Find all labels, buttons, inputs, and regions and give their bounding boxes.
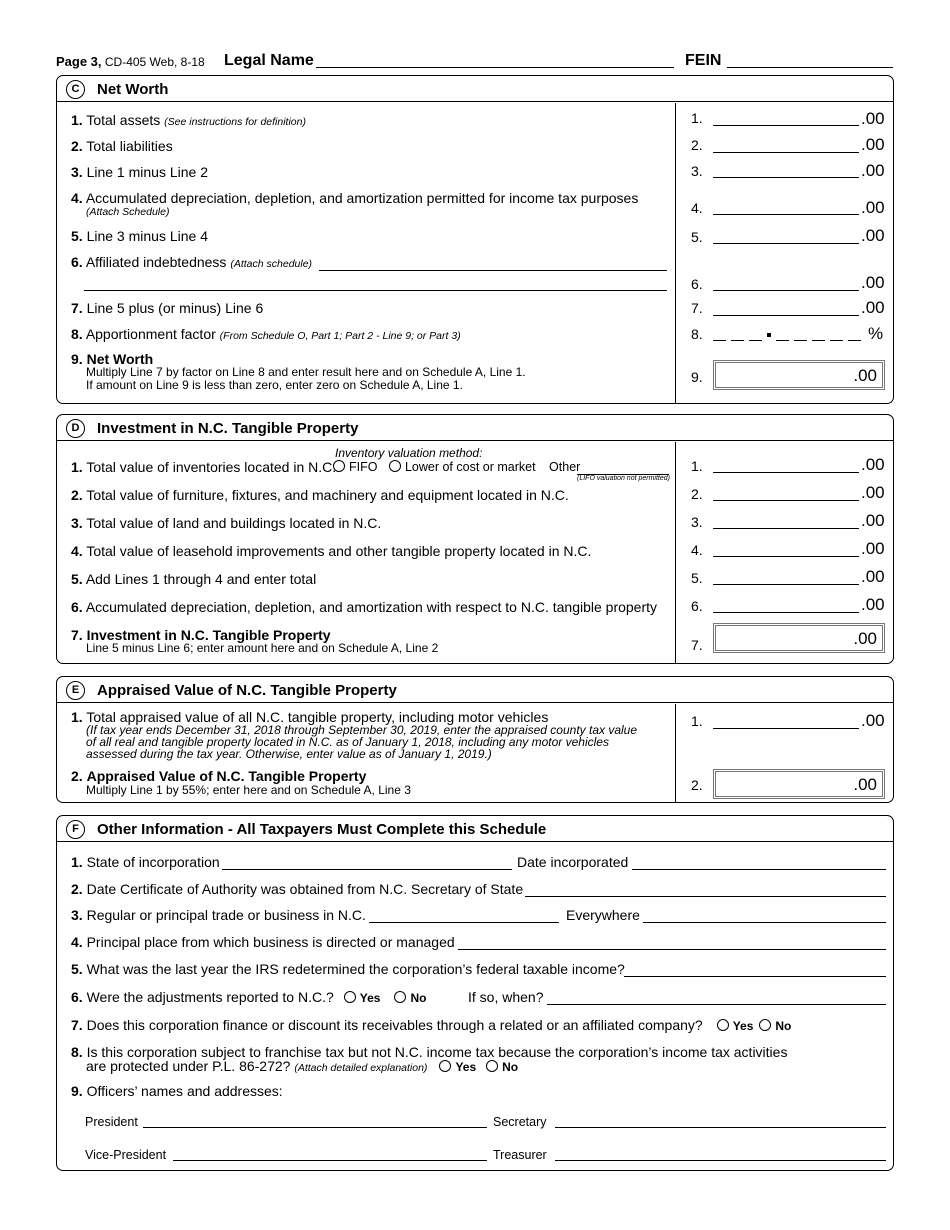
d-amount-num-7: 7. <box>691 637 703 653</box>
d-cents-5: .00 <box>861 567 885 586</box>
adjustments-when-field[interactable] <box>547 1004 886 1005</box>
d-amount-field-4[interactable] <box>713 556 859 557</box>
yes-label: Yes <box>732 1019 754 1033</box>
affiliated-indebtedness-field-2[interactable] <box>84 290 667 291</box>
section-d-title: Investment in N.C. Tangible Property <box>97 420 359 437</box>
d-cents-3: .00 <box>861 511 885 530</box>
c-cents-9: .00 <box>853 366 877 385</box>
e-line-2-label: 2. Appraised Value of N.C. Tangible Property <box>71 768 367 784</box>
c-amount-field-2[interactable] <box>713 152 859 153</box>
adjustments-yes-radio[interactable] <box>344 991 356 1003</box>
c-line-3-label: 3. Line 1 minus Line 2 <box>71 164 208 180</box>
lifo-note: (LIFO valuation not permitted) <box>577 475 670 482</box>
section-e-title-bar <box>57 677 893 703</box>
c-amount-field-4[interactable] <box>713 214 859 215</box>
c-cents-7: .00 <box>861 298 885 317</box>
net-worth-total-box[interactable] <box>713 360 885 390</box>
section-f-title-bar <box>57 816 893 842</box>
president-label: President <box>85 1115 138 1129</box>
c-cents-6: .00 <box>861 273 885 292</box>
date-incorporated-label: Date incorporated <box>517 854 629 870</box>
f-line-2-label: 2. Date Certificate of Authority was obtained from N.C. Secretary of State <box>71 881 524 897</box>
c-line-8-label: 8. Apportionment factor (From Schedule O, Part 1; Part 2 - Line 9; or Part 3) <box>71 326 461 342</box>
d-amount-num-3: 3. <box>691 514 703 530</box>
vice-president-label: Vice-President <box>85 1148 167 1162</box>
page-info <box>56 54 205 69</box>
treasurer-label: Treasurer <box>493 1148 547 1162</box>
section-e-appraised-value <box>56 676 894 803</box>
c-cents-2: .00 <box>861 135 885 154</box>
d-cents-2: .00 <box>861 483 885 502</box>
d-amount-field-3[interactable] <box>713 528 859 529</box>
c-amount-field-7[interactable] <box>713 315 859 316</box>
business-everywhere-field[interactable] <box>643 922 886 923</box>
no-label: No <box>502 1060 519 1074</box>
section-d-investment <box>56 414 894 664</box>
certificate-date-field[interactable] <box>525 896 886 897</box>
pl86-yes-radio[interactable] <box>439 1060 451 1072</box>
c-line-4-note: (Attach Schedule) <box>86 206 170 218</box>
investment-total-box[interactable] <box>713 623 885 653</box>
yes-label: Yes <box>359 991 381 1005</box>
irs-year-field[interactable] <box>624 976 886 977</box>
appraised-value-total-box[interactable] <box>713 769 885 799</box>
legal-name-field[interactable] <box>316 67 674 68</box>
section-c-title-bar <box>57 76 893 102</box>
d-line-7-label: 7. Investment in N.C. Tangible Property <box>71 627 331 643</box>
c-line-2-label: 2. Total liabilities <box>71 138 173 154</box>
e-line-1-note-2: of all real and tangible property located in N.C. as of January 1, 2018, including any motor vehicles <box>86 735 609 749</box>
d-cents-4: .00 <box>861 539 885 558</box>
president-field[interactable] <box>143 1127 487 1128</box>
c-amount-num-2: 2. <box>691 137 703 153</box>
section-f-title: Other Information - All Taxpayers Must Complete this Schedule <box>97 821 547 838</box>
state-of-incorporation-field[interactable] <box>222 869 512 870</box>
c-line-9-label: 9. Net Worth <box>71 351 154 367</box>
column-divider <box>675 704 676 802</box>
c-line-4-label: 4. Accumulated depreciation, depletion, and amortization permitted for income tax purposes <box>71 190 639 206</box>
section-f-letter: F <box>66 820 85 839</box>
page-number: Page 3, <box>56 54 102 69</box>
lower-cost-label: Lower of cost or market <box>404 460 536 474</box>
f-line-8-continued: are protected under P.L. 86-272? (Attach detailed explanation) Yes No <box>86 1058 519 1074</box>
f-line-9-label: 9. Officers’ names and addresses: <box>71 1083 283 1099</box>
c-amount-num-9: 9. <box>691 369 703 385</box>
section-c-net-worth <box>56 75 894 404</box>
d-cents-1: .00 <box>861 455 885 474</box>
adjustments-no-radio[interactable] <box>394 991 406 1003</box>
section-e-title: Appraised Value of N.C. Tangible Property <box>97 682 397 699</box>
fein-label: FEIN <box>685 52 722 69</box>
section-e-letter: E <box>66 681 85 700</box>
c-amount-num-6: 6. <box>691 276 703 292</box>
d-amount-num-1: 1. <box>691 458 703 474</box>
d-amount-field-6[interactable] <box>713 612 859 613</box>
f-line-6-label: 6. Were the adjustments reported to N.C.? Yes No <box>71 989 427 1005</box>
d-amount-num-6: 6. <box>691 598 703 614</box>
c-amount-num-1: 1. <box>691 110 703 126</box>
form-id: CD-405 Web, 8-18 <box>104 55 205 69</box>
e-cents-1: .00 <box>861 711 885 730</box>
fein-field[interactable] <box>727 67 893 68</box>
d-amount-num-4: 4. <box>691 542 703 558</box>
vice-president-field[interactable] <box>173 1160 487 1161</box>
d-amount-num-5: 5. <box>691 570 703 586</box>
yes-label: Yes <box>455 1060 477 1074</box>
e-line-1-note-3: assessed during the tax year. Otherwise, enter value as of January 1, 2019.) <box>86 747 492 761</box>
f-line-1-label: 1. State of incorporation <box>71 854 220 870</box>
c-cents-4: .00 <box>861 198 885 217</box>
business-nc-field[interactable] <box>369 922 559 923</box>
date-incorporated-field[interactable] <box>632 869 886 870</box>
c-amount-num-4: 4. <box>691 200 703 216</box>
column-divider <box>675 103 676 403</box>
c-amount-field-5[interactable] <box>713 243 859 244</box>
d-line-2-label: 2. Total value of furniture, fixtures, and machinery and equipment located in N.C. <box>71 487 569 503</box>
c-amount-num-5: 5. <box>691 229 703 245</box>
c-line-9-instr-2: If amount on Line 9 is less than zero, enter zero on Schedule A, Line 1. <box>86 378 463 392</box>
inventory-method-heading: Inventory valuation method: <box>335 446 483 460</box>
receivables-no-radio[interactable] <box>759 1019 771 1031</box>
d-amount-field-2[interactable] <box>713 500 859 501</box>
f-line-5-label: 5. What was the last year the IRS redetermined the corporation’s federal taxable income? <box>71 961 625 977</box>
c-amount-num-3: 3. <box>691 163 703 179</box>
e-line-1-label: 1. Total appraised value of all N.C. tangible property, including motor vehicles <box>71 709 549 725</box>
percent-sign: % <box>868 324 884 343</box>
column-divider <box>675 442 676 663</box>
receivables-yes-radio[interactable] <box>717 1019 729 1031</box>
lower-cost-radio[interactable] <box>389 460 401 472</box>
e-amount-num-1: 1. <box>691 713 703 729</box>
d-line-5-label: 5. Add Lines 1 through 4 and enter total <box>71 571 317 587</box>
e-amount-num-2: 2. <box>691 777 703 793</box>
f-line-7-label: 7. Does this corporation finance or discount its receivables through a related or an affiliated company? Yes No <box>71 1017 792 1033</box>
section-d-title-bar <box>57 415 893 441</box>
secretary-field[interactable] <box>555 1127 886 1128</box>
pl86-no-radio[interactable] <box>486 1060 498 1072</box>
c-line-7-label: 7. Line 5 plus (or minus) Line 6 <box>71 300 264 316</box>
d-line-4-label: 4. Total value of leasehold improvements and other tangible property located in N.C. <box>71 543 592 559</box>
everywhere-label: Everywhere <box>566 907 640 923</box>
d-line-3-label: 3. Total value of land and buildings located in N.C. <box>71 515 382 531</box>
c-line-5-label: 5. Line 3 minus Line 4 <box>71 228 208 244</box>
c-line-1-label: 1. Total assets (See instructions for definition) <box>71 112 306 128</box>
principal-place-field[interactable] <box>458 949 886 950</box>
e-cents-2: .00 <box>853 775 877 794</box>
no-label: No <box>775 1019 792 1033</box>
legal-name-label: Legal Name <box>224 52 314 69</box>
page-header <box>56 52 893 74</box>
section-c-title: Net Worth <box>97 81 169 98</box>
f-line-8-label: 8. Is this corporation subject to franchise tax but not N.C. income tax because the corporation’s income tax activities <box>71 1044 788 1060</box>
treasurer-field[interactable] <box>555 1160 886 1161</box>
c-cents-5: .00 <box>861 226 885 245</box>
d-amount-field-1[interactable] <box>713 472 859 473</box>
c-amount-num-7: 7. <box>691 300 703 316</box>
e-line-2-instr: Multiply Line 1 by 55%; enter here and on Schedule A, Line 3 <box>86 783 411 797</box>
c-amount-field-3[interactable] <box>713 177 859 178</box>
d-amount-num-2: 2. <box>691 486 703 502</box>
no-label: No <box>410 991 427 1005</box>
e-amount-field-1[interactable] <box>713 728 859 729</box>
other-label: Other <box>549 460 581 474</box>
affiliated-indebtedness-field[interactable] <box>319 270 667 271</box>
c-amount-num-8: 8. <box>691 326 703 342</box>
c-cents-3: .00 <box>861 161 885 180</box>
section-c-letter: C <box>66 80 85 99</box>
d-amount-field-5[interactable] <box>713 584 859 585</box>
c-line-9-instr-1: Multiply Line 7 by factor on Line 8 and enter result here and on Schedule A, Line 1. <box>86 365 526 379</box>
d-cents-6: .00 <box>861 595 885 614</box>
d-line-7-instr: Line 5 minus Line 6; enter amount here and on Schedule A, Line 2 <box>86 641 439 655</box>
f-line-3-label: 3. Regular or principal trade or business in N.C. <box>71 907 366 923</box>
c-amount-field-1[interactable] <box>713 125 859 126</box>
inventory-options <box>325 460 580 474</box>
f-line-4-label: 4. Principal place from which business is directed or managed <box>71 934 455 950</box>
e-line-1-note-1: (If tax year ends December 31, 2018 through September 30, 2019, enter the appraised county tax value <box>86 723 638 737</box>
secretary-label: Secretary <box>493 1115 547 1129</box>
d-line-6-label: 6. Accumulated depreciation, depletion, and amortization with respect to N.C. tangible property <box>71 599 658 615</box>
d-line-1-label: 1. Total value of inventories located in N.C. <box>71 459 337 475</box>
fifo-radio[interactable] <box>333 460 345 472</box>
if-so-when-label: If so, when? <box>468 989 544 1005</box>
c-cents-1: .00 <box>861 109 885 128</box>
c-amount-field-6[interactable] <box>713 290 859 291</box>
section-d-letter: D <box>66 419 85 438</box>
fifo-label: FIFO <box>349 460 378 474</box>
section-f-other-information <box>56 815 894 1171</box>
d-cents-7: .00 <box>853 629 877 648</box>
c-line-6-label: 6. Affiliated indebtedness (Attach schedule) <box>71 254 313 270</box>
